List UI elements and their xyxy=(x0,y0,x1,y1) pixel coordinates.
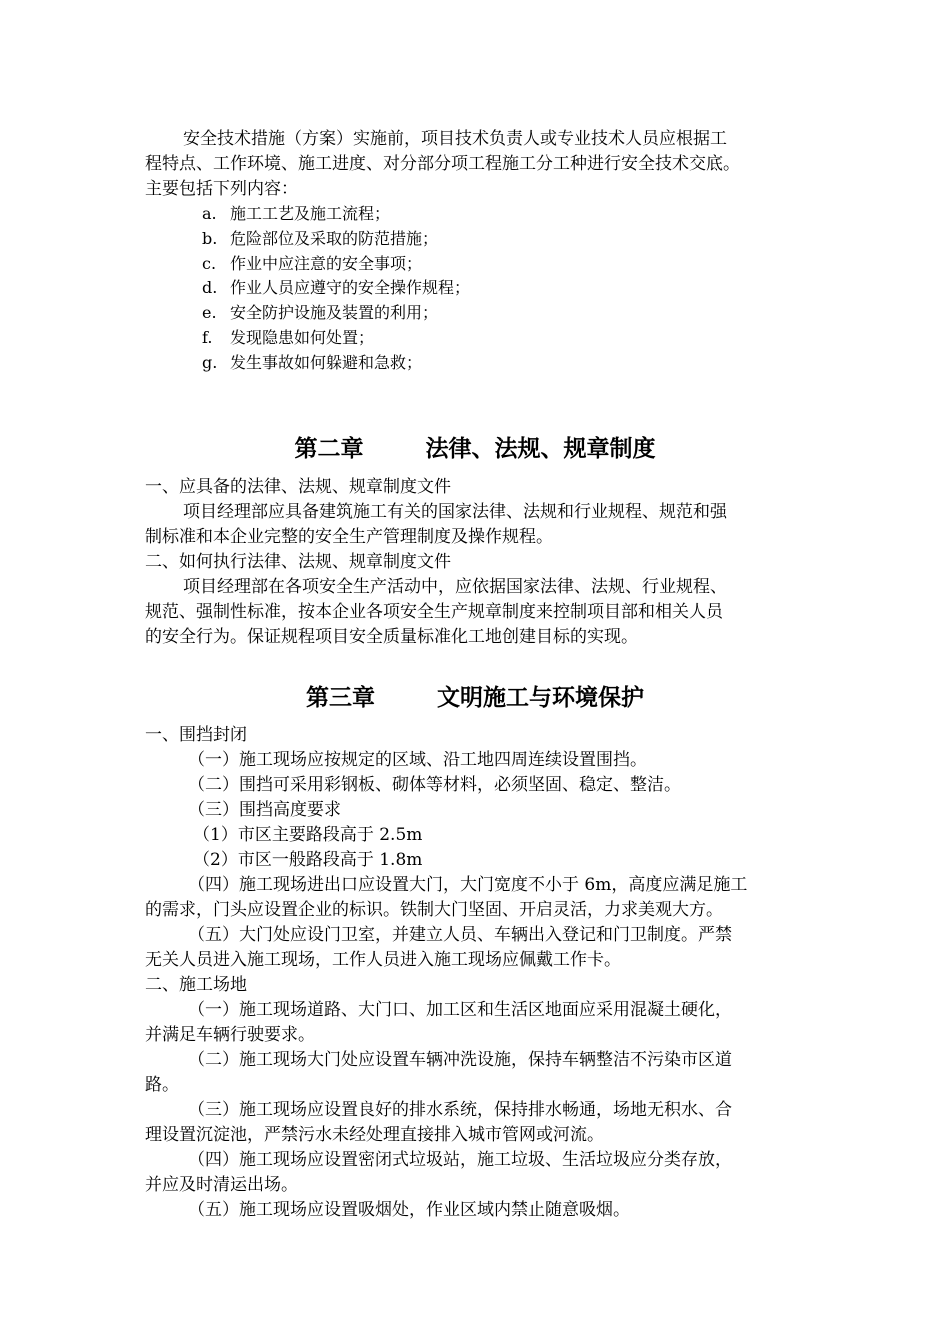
list-marker: a. xyxy=(202,204,217,223)
paragraph-line: 并满足车辆行驶要求。 xyxy=(145,1025,315,1045)
paragraph-line: 的需求，门头应设置企业的标识。铁制大门坚固、开启灵活，力求美观大方。 xyxy=(145,900,723,920)
section-heading: 一、应具备的法律、法规、规章制度文件 xyxy=(145,477,451,497)
list-text: 作业人员应遵守的安全操作规程； xyxy=(230,278,471,297)
section-heading: 一、围挡封闭 xyxy=(145,725,247,745)
chapter-number: 第二章 xyxy=(294,435,364,462)
paragraph-line: 制标准和本企业完整的安全生产管理制度及操作规程。 xyxy=(145,527,553,547)
section-heading: 二、如何执行法律、法规、规章制度文件 xyxy=(145,552,451,572)
paragraph-line: 理设置沉淀池，严禁污水未经处理直接排入城市管网或河流。 xyxy=(145,1125,604,1145)
list-text: 危险部位及采取的防范措施； xyxy=(230,229,439,248)
chapter-heading xyxy=(0,682,950,714)
list-text: 发现隐患如何处置； xyxy=(230,328,375,347)
list-marker: c. xyxy=(202,254,217,273)
chapter-title: 文明施工与环境保护 xyxy=(437,684,644,711)
chapter-heading xyxy=(0,433,950,465)
paragraph-line: （五）大门处应设门卫室，并建立人员、车辆出入登记和门卫制度。严禁 xyxy=(188,925,732,945)
paragraph-line: 路。 xyxy=(145,1075,179,1095)
paragraph-line: 项目经理部在各项安全生产活动中，应依据国家法律、法规、行业规程、 xyxy=(183,577,727,597)
paragraph-line: （二）施工现场大门处应设置车辆冲洗设施，保持车辆整洁不污染市区道 xyxy=(188,1050,732,1070)
paragraph-line: （五）施工现场应设置吸烟处，作业区域内禁止随意吸烟。 xyxy=(188,1200,630,1220)
paragraph-line: （四）施工现场应设置密闭式垃圾站，施工垃圾、生活垃圾应分类存放， xyxy=(188,1150,732,1170)
paragraph-line: （一）施工现场应按规定的区域、沿工地四周连续设置围挡。 xyxy=(188,750,647,770)
list-marker: e. xyxy=(202,303,217,322)
paragraph-line: 无关人员进入施工现场，工作人员进入施工现场应佩戴工作卡。 xyxy=(145,950,621,970)
paragraph-line: （三）施工现场应设置良好的排水系统，保持排水畅通，场地无积水、合 xyxy=(188,1100,732,1120)
list-marker: g. xyxy=(202,353,218,372)
chapter-title: 法律、法规、规章制度 xyxy=(425,435,656,462)
paragraph-line: 规范、强制性标准，按本企业各项安全生产规章制度来控制项目部和相关人员 xyxy=(145,602,723,622)
list-item xyxy=(202,252,422,276)
paragraph-line: 并应及时清运出场。 xyxy=(145,1175,298,1195)
intro-line: 程特点、工作环境、施工进度、对分部分项工程施工分工种进行安全技术交底。 xyxy=(145,154,740,174)
paragraph-line: 的安全行为。保证规程项目安全质量标准化工地创建目标的实现。 xyxy=(145,627,638,647)
intro-line: 安全技术措施（方案）实施前，项目技术负责人或专业技术人员应根据工 xyxy=(183,129,727,149)
paragraph-line: （1）市区主要路段高于 2.5m xyxy=(193,825,423,845)
list-item xyxy=(202,276,470,300)
paragraph-line: （四）施工现场进出口应设置大门，大门宽度不小于 6m，高度应满足施工 xyxy=(188,875,748,895)
section-heading: 二、施工场地 xyxy=(145,975,247,995)
intro-line: 主要包括下列内容： xyxy=(145,179,298,199)
list-text: 施工工艺及施工流程； xyxy=(230,204,391,223)
list-marker: b. xyxy=(202,229,218,248)
list-item xyxy=(202,351,422,375)
paragraph-line: 项目经理部应具备建筑施工有关的国家法律、法规和行业规程、规范和强 xyxy=(183,502,727,522)
paragraph-line: （2）市区一般路段高于 1.8m xyxy=(193,850,423,870)
list-text: 作业中应注意的安全事项； xyxy=(230,254,423,273)
paragraph-line: （一）施工现场道路、大门口、加工区和生活区地面应采用混凝土硬化， xyxy=(188,1000,732,1020)
list-marker: f. xyxy=(202,328,213,347)
list-text: 安全防护设施及装置的利用； xyxy=(230,303,439,322)
list-marker: d. xyxy=(202,278,218,297)
list-item xyxy=(202,227,438,251)
list-item xyxy=(202,326,374,350)
list-item xyxy=(202,202,390,226)
list-text: 发生事故如何躲避和急救； xyxy=(230,353,423,372)
chapter-number: 第三章 xyxy=(306,684,375,711)
paragraph-line: （三）围挡高度要求 xyxy=(188,800,341,820)
list-item xyxy=(202,301,438,325)
paragraph-line: （二）围挡可采用彩钢板、砌体等材料，必须坚固、稳定、整洁。 xyxy=(188,775,681,795)
